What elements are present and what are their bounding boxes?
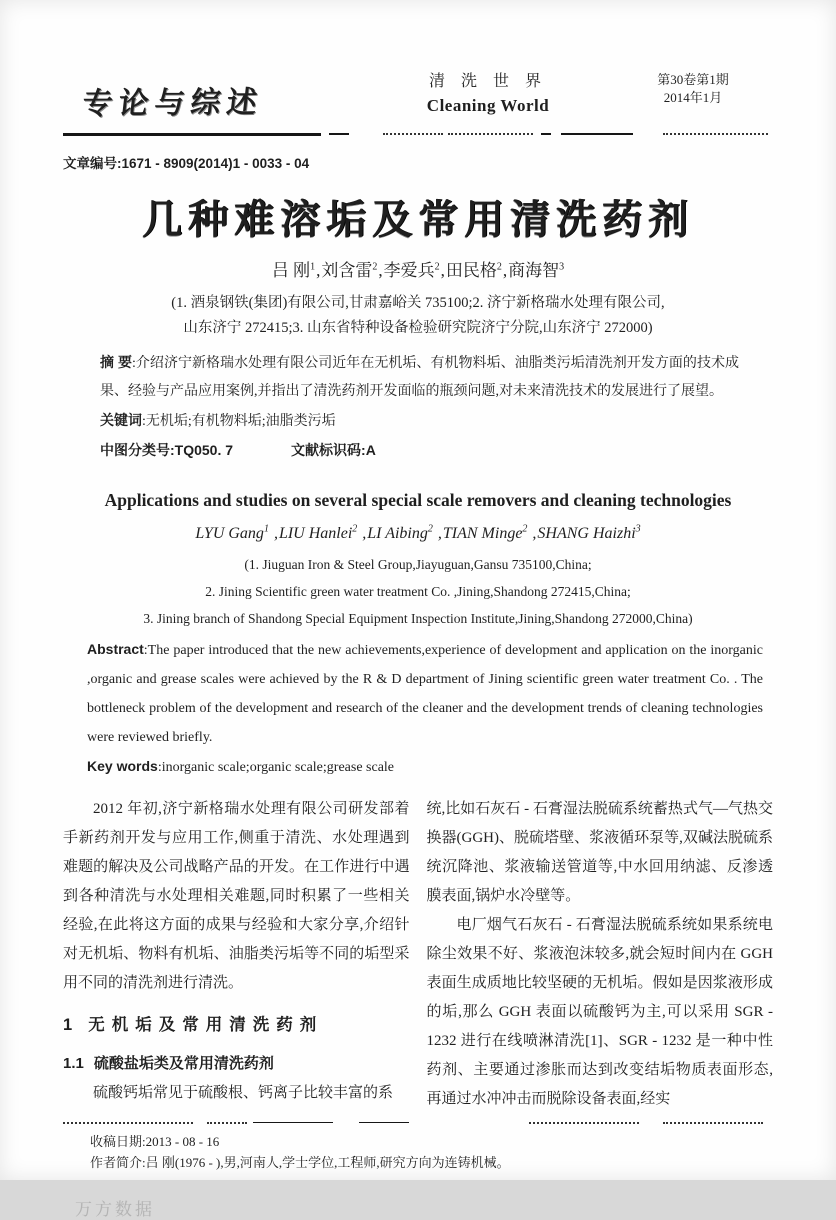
- author-name: TIAN Minge$^2$: [442, 524, 528, 543]
- affiliations-en: [63, 551, 773, 632]
- rule-segment: [663, 133, 768, 135]
- author-separator: ,: [269, 525, 278, 543]
- rule-segment: [63, 1122, 193, 1124]
- received-date: 收稿日期:2013 - 08 - 16: [90, 1134, 220, 1150]
- affiliations-cn: [63, 291, 773, 341]
- body-paragraph: 硫酸钙垢常见于硫酸根、钙离子比较丰富的系: [93, 1085, 394, 1102]
- keywords-label: Key words: [87, 758, 158, 775]
- header-right: [613, 68, 773, 107]
- abstract-cn: [63, 348, 773, 466]
- journal-title-en: Cleaning World: [426, 96, 550, 115]
- rule-segment: [663, 1122, 763, 1124]
- section-heading-1-1: [63, 1049, 410, 1078]
- rule-segment: [253, 1122, 333, 1123]
- keywords-text: :无机垢;有机物料垢;油脂类污垢: [142, 414, 336, 429]
- clc-label: 中图分类号: [100, 442, 170, 458]
- rule-segment: [207, 1122, 247, 1124]
- author-superscript: 2: [434, 261, 440, 273]
- author-bio: 作者简介:吕 刚(1976 - ),男,河南人,学士学位,工程师,研究方向为连铸机械。: [90, 1155, 510, 1171]
- author-superscript: 2: [372, 261, 378, 273]
- left-column: [63, 795, 410, 1114]
- author-separator: ,: [502, 261, 508, 280]
- affiliation-line: (1. 酒泉钢铁(集团)有限公司,甘肃嘉峪关 735100;2. 济宁新格瑞水处理有限公司,: [171, 295, 665, 311]
- page-content: [63, 68, 773, 1220]
- header-center: [363, 68, 613, 116]
- author-name: LIU Hanlei$^2$: [278, 524, 358, 543]
- author-separator: ,: [528, 525, 537, 543]
- author-superscript: 3: [635, 524, 641, 535]
- authors-cn: [63, 256, 773, 281]
- volume-issue: 第30卷第1期: [657, 72, 729, 87]
- author-name: SHANG Haizhi$^3$: [537, 524, 641, 543]
- affiliation-line: 3. Jining branch of Shandong Special Equipment Inspection Institute,Jining,Shandong 272000,China): [143, 611, 693, 627]
- author-separator: ,: [440, 261, 445, 280]
- rule-segment: [541, 133, 551, 135]
- author-separator: ,: [316, 261, 321, 280]
- keywords-label: 关键词: [100, 412, 142, 428]
- doc-code-value: :A: [361, 442, 376, 458]
- header-left: [63, 68, 363, 122]
- author-name: LYU Gang$^1$: [195, 524, 269, 543]
- section-title: 硫酸盐垢类及常用清洗药剂: [93, 1055, 274, 1073]
- abstract-paragraph: [87, 635, 763, 752]
- footnote: [63, 1131, 773, 1173]
- author-name: 刘含雷$^2$: [321, 261, 378, 280]
- author-superscript: 1: [310, 261, 316, 273]
- author-name: 田民格$^2$: [445, 261, 502, 280]
- author-name: 吕 刚$^1$: [271, 261, 316, 280]
- clc-value: :TQ050. 7: [170, 442, 234, 458]
- section-number: 1.1: [63, 1055, 84, 1073]
- section-heading-1: [63, 1011, 410, 1040]
- paper-title-en: Applications and studies on several special scale removers and cleaning technologies: [104, 490, 732, 510]
- body-paragraph: 统,比如石灰石 - 石膏湿法脱硫系统蓄热式气—气热交换器(GGH)、脱硫塔壁、浆液循环泵等,双碱法脱硫系统沉降池、浆液输送管道等,中水回用纳滤、反渗透膜表面,锅炉水冷壁等。: [426, 801, 773, 905]
- journal-header: [63, 68, 773, 122]
- abstract-paragraph: [100, 348, 739, 406]
- rule-segment: [383, 133, 443, 135]
- author-name: LI Aibing$^2$: [367, 524, 433, 543]
- section-title: 无机垢及常用清洗药剂: [88, 1016, 324, 1035]
- author-superscript: 2: [352, 524, 358, 535]
- rule-segment: [359, 1122, 409, 1123]
- abstract-label: 摘 要: [100, 354, 132, 370]
- column-logo: 专论与综述: [80, 86, 265, 121]
- authors-en: [63, 524, 773, 543]
- rule-segment: [63, 133, 321, 136]
- body-paragraph: 电厂烟气石灰石 - 石膏湿法脱硫系统如果系统电除尘效果不好、浆液泡沫较多,就会短时间内在 GGH 表面生成质地比较坚硬的无机垢。假如是因浆液形成的垢,那么 GGH 表面以硫酸钙为主,可以采用 SGR - 1232 进行在线喷淋清洗[1]、SGR - 1232 是一种中性药剂、主要通过渗胀而达到改变结垢物质表面形态,再通过水冲冲击而脱除设备表面,经实: [426, 917, 773, 1108]
- doc-code-label: 文献标识码: [291, 442, 362, 458]
- journal-title-cn: 清 洗 世 界: [428, 73, 547, 90]
- keywords-text: :inorganic scale;organic scale;grease scale: [157, 760, 395, 776]
- author-superscript: 2: [496, 261, 502, 273]
- header-rule: [63, 132, 773, 136]
- paper-title-cn: 几种难溶垢及常用清洗药剂: [142, 198, 694, 242]
- keywords-line: [87, 752, 763, 782]
- author-superscript: 2: [522, 524, 528, 535]
- abstract-label: Abstract: [87, 641, 144, 658]
- rule-segment: [329, 133, 349, 135]
- wanfang-watermark: 万方数据: [75, 1200, 155, 1220]
- clc-line: [100, 436, 739, 466]
- author-superscript: 3: [559, 261, 565, 273]
- abstract-text: :介绍济宁新格瑞水处理有限公司近年在无机垢、有机物料垢、油脂类污垢清洗剂开发方面的技术成果、经验与产品应用案例,并指出了清洗药剂开发面临的瓶颈问题,对未来清洗技术的发展进行了展望。: [100, 356, 740, 399]
- right-column: [427, 795, 774, 1114]
- rule-segment: [561, 133, 633, 135]
- keywords-line: [100, 406, 739, 436]
- abstract-en: [63, 635, 773, 782]
- author-name: 李爱兵$^2$: [383, 261, 440, 280]
- rule-segment: [529, 1122, 639, 1124]
- author-name: 商海智$^3$: [508, 261, 565, 280]
- author-superscript: 1: [263, 524, 269, 535]
- issue-date: 2014年1月: [663, 90, 723, 105]
- body-columns: [63, 795, 773, 1114]
- article-number: 文章编号:1671 - 8909(2014)1 - 0033 - 04: [63, 156, 310, 171]
- author-separator: ,: [358, 525, 367, 543]
- affiliation-line: 山东济宁 272415;3. 山东省特种设备检验研究院济宁分院,山东济宁 272000): [183, 320, 653, 336]
- rule-segment: [448, 133, 533, 135]
- author-separator: ,: [433, 525, 442, 543]
- author-separator: ,: [378, 261, 383, 280]
- section-number: 1: [63, 1016, 73, 1035]
- body-paragraph: 2012 年初,济宁新格瑞水处理有限公司研发部着手新药剂开发与应用工作,侧重于清洗、水处理遇到难题的解决及公司战略产品的开发。在工作进行中遇到各种清洗与水处理相关难题,同时积累了一些相关经验,在此将这方面的成果与经验和大家分享,介绍针对无机垢、物料有机垢、油脂类污垢等不同的垢型采用不同的清洗剂进行清洗。: [63, 801, 410, 992]
- author-superscript: 2: [427, 524, 433, 535]
- affiliation-line: 2. Jining Scientific green water treatment Co. ,Jining,Shandong 272415,China;: [205, 584, 631, 600]
- footnote-rule: [63, 1121, 773, 1124]
- affiliation-line: (1. Jiuguan Iron & Steel Group,Jiayuguan,Gansu 735100,China;: [244, 557, 592, 573]
- abstract-text: :The paper introduced that the new achievements,experience of development and application on the inorganic ,organic and grease scales were achieved by the R & D department of Jining scientific green water treatment Co. . The bottleneck problem of the development and research of the cleaner and the development trends of cleaning technologies were reviewed briefly.: [87, 643, 763, 746]
